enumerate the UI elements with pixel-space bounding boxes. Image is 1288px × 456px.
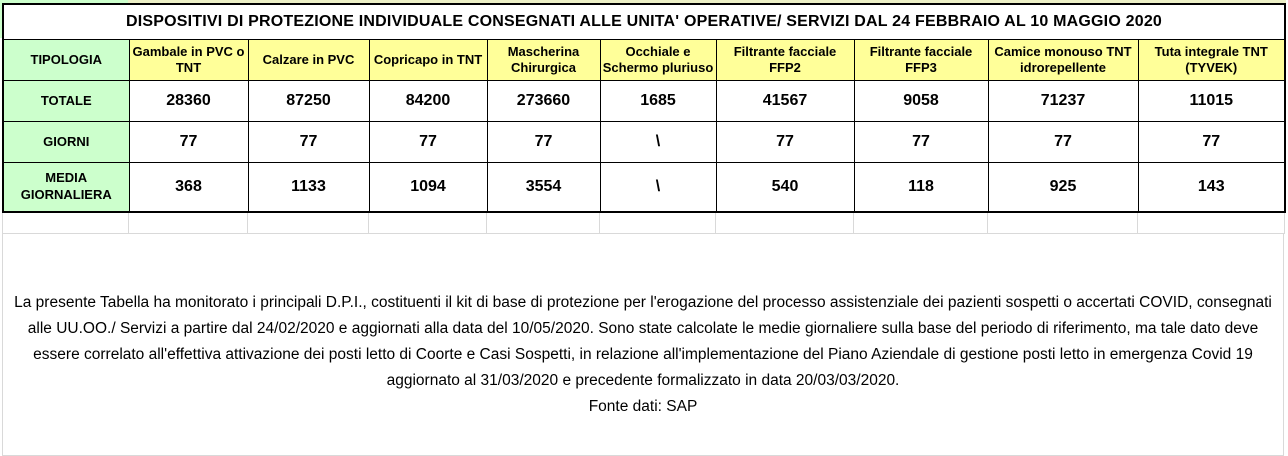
empty-cell [3,213,129,233]
note-paragraph: La presente Tabella ha monitorato i principali D.P.I., costituenti il kit di base di protezione per l'erogazione del processo assistenziale dei pazienti sospetti o accertati COVID, consegnati alle UU.OO./ Servizi a partire dal 24/02/2020 e aggiornati alla data del 10/05/2020. Sono state calcolate le medie giornaliere sulla base del periodo di riferimento, ma tale dato deve essere correlato all'effettiva attivazione dei posti letto di Coorte e Casi Sospetti, in relazione all'implementazione del Piano Aziendale di gestione posti letto in emergenza Covid 19 aggiornato al 31/03/2020 e precedente formalizzato in data 20/03/03/2020. [14,294,1272,389]
data-cell: 540 [716,163,854,213]
table-title: DISPOSITIVI DI PROTEZIONE INDIVIDUALE CONSEGNATI ALLE UNITA' OPERATIVE/ SERVIZI DAL 24 FEBBRAIO AL 10 MAGGIO 2020 [3,4,1285,40]
data-cell: 77 [369,122,487,163]
data-cell: 71237 [988,81,1138,122]
data-cell: 143 [1138,163,1285,213]
column-header-4: Mascherina Chirurgica [487,40,600,81]
data-cell: 3554 [487,163,600,213]
column-header-8: Camice monouso TNT idrorepellente [988,40,1138,81]
left-edge-cell-remnant [0,0,2,38]
data-cell: 11015 [1138,81,1285,122]
table-row [3,163,1285,213]
empty-cell [248,213,369,233]
empty-cell [854,213,988,233]
empty-cell [600,213,716,233]
row-label: TOTALE [3,81,129,122]
data-cell: 273660 [487,81,600,122]
data-cell: \ [600,163,716,213]
column-header-7: Filtrante facciale FFP3 [854,40,988,81]
data-cell: 77 [248,122,369,163]
data-cell: 1094 [369,163,487,213]
data-cell: 77 [1138,122,1285,163]
data-cell: 77 [129,122,248,163]
data-cell: 9058 [854,81,988,122]
column-header-3: Copricapo in TNT [369,40,487,81]
data-cell: 368 [129,163,248,213]
data-cell: 925 [988,163,1138,213]
column-header-6: Filtrante facciale FFP2 [716,40,854,81]
data-cell: 77 [716,122,854,163]
title-row [3,4,1285,40]
data-cell: 77 [854,122,988,163]
empty-cell [1138,213,1285,233]
empty-grid-row [2,213,1285,234]
data-cell: 84200 [369,81,487,122]
empty-cell [716,213,854,233]
corner-header-tipologia: TIPOLOGIA [3,40,129,81]
data-cell: 77 [988,122,1138,163]
empty-cell [487,213,600,233]
column-header-5: Occhiale e Schermo pluriuso [600,40,716,81]
note-source: Fonte dati: SAP [588,398,698,415]
column-header-9: Tuta integrale TNT (TYVEK) [1138,40,1285,81]
data-cell: 118 [854,163,988,213]
column-header-row [3,40,1285,81]
data-cell: 77 [487,122,600,163]
data-cell: 87250 [248,81,369,122]
data-cell: 1133 [248,163,369,213]
empty-cell [988,213,1138,233]
empty-cell [129,213,248,233]
dpi-table [2,3,1286,213]
data-cell: 28360 [129,81,248,122]
note-area [2,234,1284,456]
column-header-2: Calzare in PVC [248,40,369,81]
table-row [3,81,1285,122]
row-label: GIORNI [3,122,129,163]
row-label: MEDIA GIORNALIERA [3,163,129,213]
column-header-1: Gambale in PVC o TNT [129,40,248,81]
data-cell: 1685 [600,81,716,122]
table-row [3,122,1285,163]
empty-cell [369,213,487,233]
data-cell: \ [600,122,716,163]
data-cell: 41567 [716,81,854,122]
